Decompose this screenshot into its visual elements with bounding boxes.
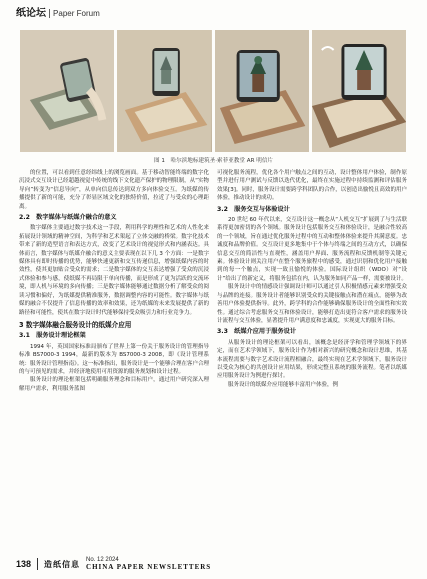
running-header — [16, 8, 100, 20]
issue-number: No. 12 2024 — [86, 557, 119, 563]
body-paragraph: 从服务设计的理论框架可以看出，该概念是经济学和管理学领域下的界定，而在艺术学领域下，服务设计作为相对新兴的研究概念和设计思维，其基本流程需要与数字艺术设计流程相融合，最终实现在艺术学领域下，服务设计以受众为核心的共创设计应用结果，形成完整且系统的服务流程。笔者以纸媒应用服务设计为例进行探讨。 — [217, 339, 407, 380]
section-heading: 3 数字媒体融合服务设计的纸媒介应用 — [19, 320, 132, 329]
photo-postcard-ar-scene — [312, 30, 406, 152]
body-paragraph: 1994 年，英国国家标准局颁布了世界上第一份关于服务设计的管理指导标准 BS7000-3 1994，最新的版本为 BS7000-3 2008，即《设计管理系统：服务设计管理指南》。这一标准指出，服务设计是一个能够合理在客户合理的与可预见的需求，并经济地使用可用资源的服务规划和设计过程。 — [19, 343, 209, 375]
page-footer — [16, 556, 411, 572]
page-number: 138 — [16, 559, 32, 569]
subsection-heading: 3.1 服务设计理论框架 — [19, 332, 86, 340]
photo-postcard-closed — [20, 30, 114, 152]
body-paragraph: 的位置，可以看到任意经纬线上的浏览画面。基于移动智能终端的数字化沉浸式交互设计已经超越视觉中传统的线下文化遗产保护的物理限制，从“实物导向”转变为“信息导向”，从单向信息传达到双方多向体验交互。为纸媒的传播提供了新的可能，充分了彰显区域文化的独特价值，拉近了与受众的心理距离。 — [19, 170, 209, 210]
figure-photos — [20, 30, 406, 152]
left-column — [19, 169, 209, 393]
subsection-heading: 3.3 纸媒介应用于服务设计 — [217, 328, 297, 336]
column-name-cn: 纸论坛 — [16, 8, 46, 19]
header-separator: | — [48, 9, 52, 19]
journal-logo-en: CHINA PAPER NEWSLETTERS — [86, 563, 212, 571]
footer-issue-block — [86, 557, 211, 571]
journal-logo-cn: 造纸信息 — [44, 559, 81, 569]
body-paragraph: 可视化服务流程，优化各个用户触点之间的互动，设计整体用户体验，制作原型并进行用户测试与反馈以迭代优化，最终在实施过程中持续监测和评估服务效果[3]。同时，服务设计需要跨学科团队的合作，以创造出愉悦且高效的用户体验，推动设计的成功。 — [217, 170, 407, 202]
photo-postcard-ar-church — [215, 30, 309, 152]
subsection-heading: 2.2 数字媒体与纸媒介融合的意义 — [19, 214, 117, 222]
figure-caption: 图 1 哈尔滨地标建筑圣·索菲亚教堂 AR 明信片 — [153, 158, 274, 164]
right-column — [217, 169, 407, 389]
body-paragraph: 服务设计的纸媒介应用能够丰富用户体验，例 — [228, 381, 339, 388]
body-paragraph: 服务设计的理论框架包括明确服务理念和目标用户，通过用户研究深入理解用户需求，利用服务蓝图 — [19, 377, 209, 392]
photo-postcard-ar-phone — [117, 30, 211, 152]
body-paragraph: 数字媒体主要通过数字技术这一手段，利用科学的理性和艺术的人性化来拓展设计领域的精神空间，为科学和艺术架起了立体交融的桥梁。数字化技术带来了新的造型语言和表达方式，改变了艺术设计的视觉形式和内涵表达。具体而言，数字媒体与纸媒介融合的意义主要表现在以下几 3 个方面：一是数字媒体具有即时传播的优势，能够快速更新和交互传递信息，增强纸媒内容的时效性，使其更加贴合受众的需求；二是数字媒体的交互表达增强了受众的沉浸式体验和参与感，使纸媒不再局限于单向传播，而是形成了更为活跃的交流环境，即人机与环境的多向传播；三是数字媒体能够通过数据分析了解受众的阅读习惯和偏好，为纸媒提供精准服务，数据调整内容的可能性。数字媒体与纸媒的融合不仅提升了信息传播的效率和效果，还为纸媒的未来发展提供了新的路径和可能性，使其在数字设计时代能够保持受众吸引力和行业竞争力。 — [19, 225, 209, 316]
footer-divider — [37, 558, 38, 570]
column-name-en: Paper Forum — [53, 9, 100, 18]
subsection-heading: 3.2 服务交互与体验设计 — [217, 205, 290, 213]
body-paragraph: 20 世纪 60 年代以来，交互设计这一概念从“人机交互”扩展到了与生活联系得更加密切的各个领域。服务设计包括服务交互和体验设计，是融合性较高的一个领域，旨在通过优化服务过程中的互动和整体体验来提升其满意度。忠诚度和品牌价值。交互设计更多地集中于个体与终端之间的互动方式，以确保信息交互的简洁性与直观性，涵盖用户界面、服务流程和反馈机制等关键元素。体验设计则关注用户在整个服务旅程中的感受，通过识别和优化用户接触到的每一个触点，实现一致且愉悦的体验。国际设计组织（WDO）对“设计”给出了的新定义，将服务包括在内，认为服务如同产品一样，需要被设计。 — [217, 217, 407, 282]
body-paragraph: 服务设计中的情感设计强调设计师可以通过引人积极情感元素来增强受众与品牌的连接。服务设计者能够识别受众的关键接触点和潜在痛点，能够为改善用户体验提供指导。此外，跨学科的合作能够确保服务设计的全面性和实效性。通过综合考虑服务交互和体验设计，能够打造出更符合客户需求的服务设计流程与交互体验，显著提升用户满意度和忠诚度，实现更大的服务目标。 — [217, 284, 407, 324]
